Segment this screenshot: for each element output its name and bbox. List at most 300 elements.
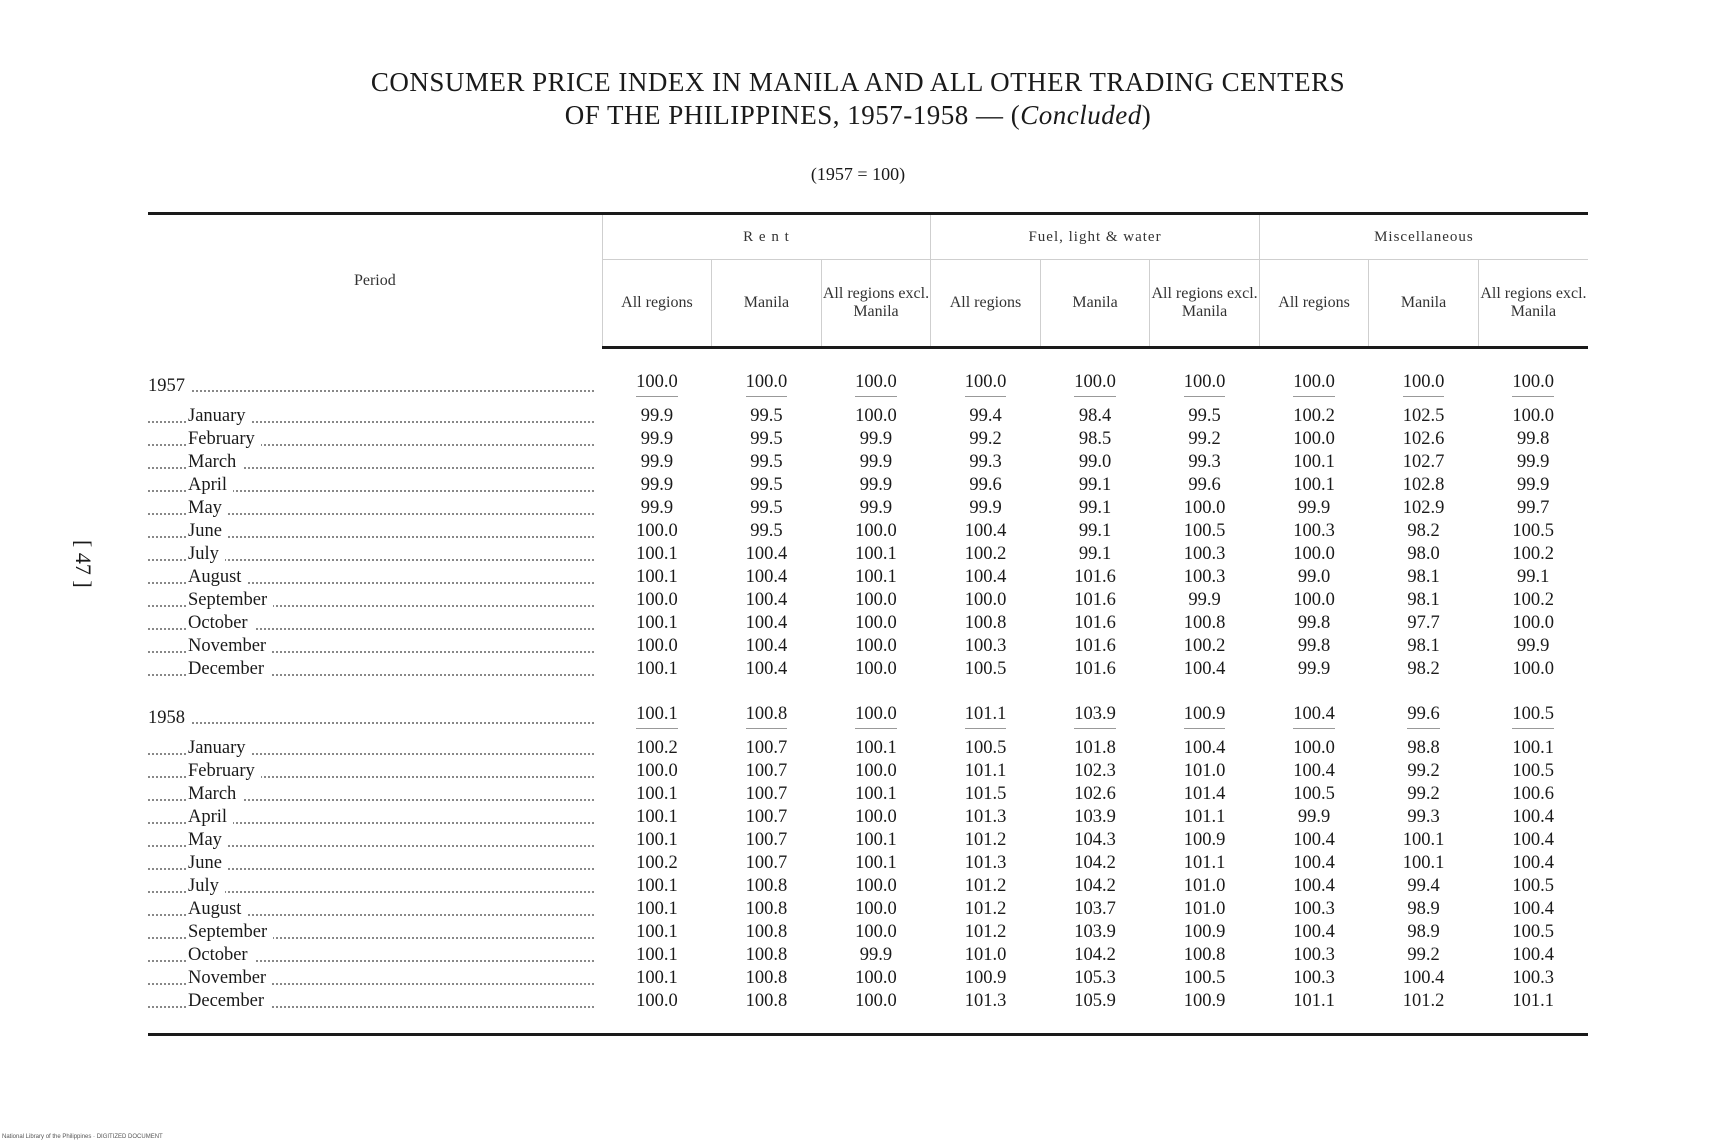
table-row [148,990,1588,1013]
annual-value-cell [602,681,712,729]
value-cell: 100.4 [1512,899,1554,919]
month-label-text: October [188,613,254,633]
period-column-header: Period [148,214,602,348]
value-cell: 99.9 [1297,498,1331,518]
value-cell: 100.7 [745,738,788,758]
annual-value-cell-value: 100.0 [855,372,897,397]
month-label-text: June [188,521,228,541]
annual-value-cell [602,348,712,398]
value-cell: 99.5 [750,475,783,495]
value-cell: 103.9 [1074,807,1116,827]
value-cell: 100.3 [1293,968,1335,988]
value-cell: 100.1 [855,567,897,587]
value-cell: 104.2 [1074,945,1116,965]
value-cell: 100.0 [1293,738,1335,758]
value-cell: 101.8 [1074,738,1116,758]
value-cell: 103.7 [1074,899,1116,919]
side-page-number: [ 47 ] [71,540,96,588]
annual-value-cell [712,348,822,398]
value-cell: 99.4 [1407,876,1440,896]
month-label-text: July [188,544,225,564]
value-cell: 100.5 [1293,784,1335,804]
value-cell: 100.5 [964,659,1007,679]
value-cell: 100.1 [855,738,897,758]
value-cell: 100.2 [1183,636,1226,656]
annual-value-cell [1259,681,1369,729]
value-cell: 100.4 [1293,830,1335,850]
month-label-text: May [188,830,228,850]
value-cell: 100.4 [745,567,788,587]
table-row [148,474,1588,497]
value-cell: 99.5 [1188,406,1221,426]
value-cell: 100.8 [1183,945,1226,965]
value-cell: 100.4 [1402,968,1445,988]
month-label [148,520,602,543]
spacer-row [148,729,1588,737]
month-label [148,543,602,566]
year-row [148,681,1588,729]
month-label-text: November [188,636,272,656]
value-cell: 102.6 [1402,429,1445,449]
value-cell: 99.9 [640,406,674,426]
value-cell: 100.1 [636,659,678,679]
annual-value-cell [1259,348,1369,398]
value-cell: 100.1 [1512,738,1554,758]
value-cell: 100.2 [964,544,1007,564]
value-cell: 102.9 [1402,498,1445,518]
value-cell: 99.2 [1407,945,1440,965]
value-cell: 104.3 [1074,830,1116,850]
value-cell: 101.6 [1074,659,1116,679]
value-cell: 100.8 [745,945,788,965]
value-cell: 100.0 [1293,590,1335,610]
month-label [148,898,602,921]
column-header: Manila [1369,260,1479,348]
table-row [148,405,1588,428]
column-header: All regions [931,260,1041,348]
value-cell: 98.2 [1407,659,1440,679]
annual-value-cell-value: 100.4 [1293,704,1335,729]
value-cell: 101.3 [964,807,1007,827]
value-cell: 99.9 [1516,636,1550,656]
value-cell: 99.1 [1078,544,1112,564]
value-cell: 100.5 [1183,521,1226,541]
column-header: All regions excl. Manila [1150,260,1260,348]
month-label-text: October [188,945,254,965]
value-cell: 100.1 [1293,475,1335,495]
value-cell: 100.0 [855,922,897,942]
value-cell: 100.4 [1293,922,1335,942]
table-row [148,967,1588,990]
value-cell: 100.8 [745,899,788,919]
month-label [148,405,602,428]
value-cell: 100.1 [636,830,678,850]
value-cell: 100.8 [1183,613,1226,633]
month-label-text: April [188,807,233,827]
value-cell: 100.0 [1512,659,1554,679]
value-cell: 100.4 [745,636,788,656]
value-cell: 100.4 [1293,876,1335,896]
title-line-1: CONSUMER PRICE INDEX IN MANILA AND ALL OTHER TRADING CENTERS [370,67,1346,97]
annual-value-cell-value: 100.9 [1184,704,1226,729]
value-cell: 99.9 [1188,590,1221,610]
month-label-text: December [188,991,270,1011]
value-cell: 100.4 [1183,659,1226,679]
value-cell: 102.6 [1074,784,1116,804]
value-cell: 99.2 [969,429,1002,449]
value-cell: 101.2 [1402,991,1445,1011]
value-cell: 98.2 [1407,521,1440,541]
value-cell: 100.4 [964,521,1007,541]
annual-value-cell [821,348,931,398]
month-label [148,635,602,658]
year-row [148,348,1588,398]
table-row [148,921,1588,944]
annual-value-cell-value: 103.9 [1074,704,1116,729]
value-cell: 100.0 [636,590,678,610]
annual-value-cell-value: 100.0 [1512,372,1554,397]
value-cell: 99.9 [640,452,674,472]
bottom-rule-cell [148,1013,1588,1035]
month-label [148,921,602,944]
value-cell: 100.1 [1402,853,1445,873]
value-cell: 101.1 [1512,991,1554,1011]
value-cell: 100.7 [745,807,788,827]
value-cell: 99.2 [1407,761,1440,781]
value-cell: 99.5 [750,452,783,472]
value-cell: 101.1 [1183,853,1226,873]
value-cell: 100.0 [964,590,1007,610]
table-body [148,348,1588,1035]
table-row [148,543,1588,566]
value-cell: 100.1 [636,784,678,804]
value-cell: 100.1 [1402,830,1445,850]
value-cell: 104.2 [1074,853,1116,873]
column-header: Manila [712,260,822,348]
title-line-2-prefix: OF THE PHILIPPINES, 1957-1958 — ( [564,100,1021,130]
annual-value-cell-value: 100.5 [1512,704,1554,729]
month-label [148,737,602,760]
value-cell: 100.0 [855,761,897,781]
table-row [148,944,1588,967]
value-cell: 100.1 [855,853,897,873]
value-cell: 100.4 [745,659,788,679]
value-cell: 100.4 [1512,830,1554,850]
value-cell: 101.2 [964,922,1007,942]
annual-value-cell-value: 100.0 [965,372,1007,397]
table-row [148,658,1588,681]
table-row [148,635,1588,658]
table-row [148,875,1588,898]
value-cell: 99.5 [750,521,783,541]
value-cell: 98.9 [1407,922,1440,942]
value-cell: 100.1 [636,544,678,564]
annual-value-cell-value: 101.1 [965,704,1007,729]
value-cell: 100.1 [636,968,678,988]
month-label [148,944,602,967]
annual-value-cell [1369,348,1479,398]
value-cell: 99.8 [1516,429,1550,449]
value-cell: 100.5 [1512,922,1554,942]
value-cell: 100.0 [636,761,678,781]
month-label [148,589,602,612]
dot-leader [148,390,594,392]
year-label [148,681,602,729]
value-cell: 99.3 [1188,452,1221,472]
annual-value-cell [1040,348,1150,398]
month-label [148,612,602,635]
annual-value-cell-value: 100.8 [746,704,788,729]
value-cell: 100.8 [745,922,788,942]
table-header [148,214,1588,348]
dot-leader [148,722,594,724]
value-cell: 100.0 [1512,406,1554,426]
value-cell: 100.5 [1512,876,1554,896]
value-cell: 99.9 [640,429,674,449]
annual-value-cell-value: 100.0 [1293,372,1335,397]
value-cell: 99.3 [1407,807,1440,827]
value-cell: 101.4 [1183,784,1226,804]
annual-value-cell [1150,681,1260,729]
value-cell: 100.1 [636,807,678,827]
value-cell: 99.9 [1516,452,1550,472]
value-cell: 99.9 [859,498,893,518]
table-row [148,451,1588,474]
month-label [148,474,602,497]
column-header: All regions excl. Manila [1478,260,1588,348]
table-row [148,737,1588,760]
base-year-note: (1957 = 100) [810,164,906,184]
month-label [148,451,602,474]
month-label [148,967,602,990]
value-cell: 100.0 [636,521,678,541]
value-cell: 99.0 [1297,567,1331,587]
year-label [148,348,602,398]
value-cell: 100.4 [1512,853,1554,873]
value-cell: 101.2 [964,876,1007,896]
value-cell: 100.7 [745,761,788,781]
year-label-text: 1957 [148,376,191,396]
month-label-text: July [188,876,225,896]
month-label [148,658,602,681]
value-cell: 101.1 [1293,991,1335,1011]
value-cell: 101.6 [1074,590,1116,610]
value-cell: 98.1 [1407,567,1440,587]
annual-value-cell-value: 100.0 [855,704,897,729]
group-header-misc: Miscellaneous [1259,214,1588,260]
month-label-text: March [188,452,242,472]
value-cell: 99.9 [859,945,893,965]
month-label [148,428,602,451]
column-header: All regions [1259,260,1369,348]
month-label-text: May [188,498,228,518]
value-cell: 102.3 [1074,761,1116,781]
value-cell: 100.2 [1512,544,1554,564]
value-cell: 102.5 [1402,406,1445,426]
annual-value-cell [1478,681,1588,729]
value-cell: 102.8 [1402,475,1445,495]
value-cell: 100.0 [855,876,897,896]
value-cell: 100.7 [745,830,788,850]
spacer-cell [148,729,1588,737]
title-line-2-italic: Concluded [1020,100,1142,130]
month-label-text: August [188,899,247,919]
value-cell: 100.5 [964,738,1007,758]
value-cell: 98.1 [1407,636,1440,656]
month-label [148,806,602,829]
value-cell: 101.0 [964,945,1007,965]
month-label [148,990,602,1013]
value-cell: 100.5 [1512,761,1554,781]
value-cell: 105.3 [1074,968,1116,988]
annual-value-cell-value: 100.0 [1184,372,1226,397]
value-cell: 100.0 [855,590,897,610]
annual-value-cell [931,348,1041,398]
annual-value-cell [712,681,822,729]
annual-value-cell [1040,681,1150,729]
month-label-text: February [188,761,261,781]
month-label [148,497,602,520]
value-cell: 99.8 [1297,636,1331,656]
annual-value-cell [1369,681,1479,729]
value-cell: 99.6 [969,475,1002,495]
annual-value-cell-value: 100.0 [636,372,678,397]
value-cell: 100.0 [855,406,897,426]
value-cell: 100.1 [636,613,678,633]
value-cell: 100.8 [745,876,788,896]
month-label [148,783,602,806]
table-row [148,829,1588,852]
title-line-2 [0,99,1716,132]
month-label-text: March [188,784,242,804]
value-cell: 100.3 [1183,544,1226,564]
value-cell: 99.2 [1407,784,1440,804]
value-cell: 100.2 [1512,590,1554,610]
value-cell: 101.2 [964,830,1007,850]
value-cell: 100.3 [964,636,1007,656]
value-cell: 100.1 [636,876,678,896]
month-label [148,829,602,852]
value-cell: 100.4 [1293,853,1335,873]
value-cell: 99.9 [859,452,893,472]
month-label-text: June [188,853,228,873]
value-cell: 100.1 [1293,452,1335,472]
table-row [148,497,1588,520]
value-cell: 99.7 [1516,498,1550,518]
value-cell: 98.4 [1078,406,1112,426]
annual-value-cell [821,681,931,729]
value-cell: 99.9 [1297,659,1331,679]
value-cell: 100.0 [855,636,897,656]
value-cell: 100.4 [1512,807,1554,827]
value-cell: 99.2 [1188,429,1221,449]
annual-value-cell [1478,348,1588,398]
spacer-row [148,397,1588,405]
table-row [148,566,1588,589]
value-cell: 100.9 [1183,830,1226,850]
value-cell: 98.8 [1407,738,1440,758]
value-cell: 101.0 [1183,899,1226,919]
value-cell: 99.8 [1297,613,1331,633]
annual-value-cell-value: 100.0 [746,372,788,397]
value-cell: 100.8 [745,968,788,988]
value-cell: 100.4 [745,590,788,610]
group-header-rent: R e n t [602,214,931,260]
annual-value-cell-value: 100.0 [1074,372,1116,397]
value-cell: 101.1 [1183,807,1226,827]
annual-value-cell-value: 99.6 [1407,704,1439,729]
value-cell: 100.4 [1183,738,1226,758]
value-cell: 100.7 [745,853,788,873]
spacer-cell [148,397,1588,405]
value-cell: 100.1 [855,784,897,804]
value-cell: 100.4 [745,613,788,633]
table-row [148,760,1588,783]
value-cell: 99.9 [640,475,674,495]
value-cell: 98.9 [1407,899,1440,919]
value-cell: 105.9 [1074,991,1116,1011]
value-cell: 100.1 [636,567,678,587]
value-cell: 99.9 [859,475,893,495]
value-cell: 100.6 [1512,784,1554,804]
value-cell: 99.9 [859,429,893,449]
value-cell: 100.8 [964,613,1007,633]
value-cell: 100.2 [636,853,678,873]
value-cell: 101.5 [964,784,1007,804]
value-cell: 100.0 [1293,429,1335,449]
value-cell: 98.5 [1078,429,1112,449]
table-row [148,520,1588,543]
value-cell: 101.6 [1074,567,1116,587]
value-cell: 98.0 [1407,544,1440,564]
column-header: Manila [1040,260,1150,348]
value-cell: 100.0 [636,636,678,656]
value-cell: 99.1 [1078,521,1112,541]
table-row [148,589,1588,612]
column-header: All regions [602,260,712,348]
value-cell: 100.4 [964,567,1007,587]
value-cell: 99.4 [969,406,1002,426]
value-cell: 100.5 [1183,968,1226,988]
value-cell: 100.3 [1183,567,1226,587]
value-cell: 99.3 [969,452,1002,472]
value-cell: 99.5 [750,498,783,518]
value-cell: 101.3 [964,853,1007,873]
value-cell: 100.0 [1183,498,1226,518]
annual-value-cell-value: 100.1 [636,704,678,729]
value-cell: 101.2 [964,899,1007,919]
table-row [148,428,1588,451]
value-cell: 99.9 [640,498,674,518]
value-cell: 100.1 [855,544,897,564]
value-cell: 99.9 [1297,807,1331,827]
month-label [148,566,602,589]
value-cell: 100.0 [855,899,897,919]
table-row [148,783,1588,806]
value-cell: 100.1 [636,945,678,965]
value-cell: 100.0 [1293,544,1335,564]
value-cell: 100.4 [1512,945,1554,965]
value-cell: 100.2 [636,738,678,758]
value-cell: 99.1 [1078,498,1112,518]
value-cell: 99.9 [969,498,1002,518]
value-cell: 100.0 [855,807,897,827]
value-cell: 100.0 [1512,613,1554,633]
value-cell: 101.6 [1074,636,1116,656]
table-row [148,898,1588,921]
value-cell: 103.9 [1074,922,1116,942]
value-cell: 101.0 [1183,876,1226,896]
